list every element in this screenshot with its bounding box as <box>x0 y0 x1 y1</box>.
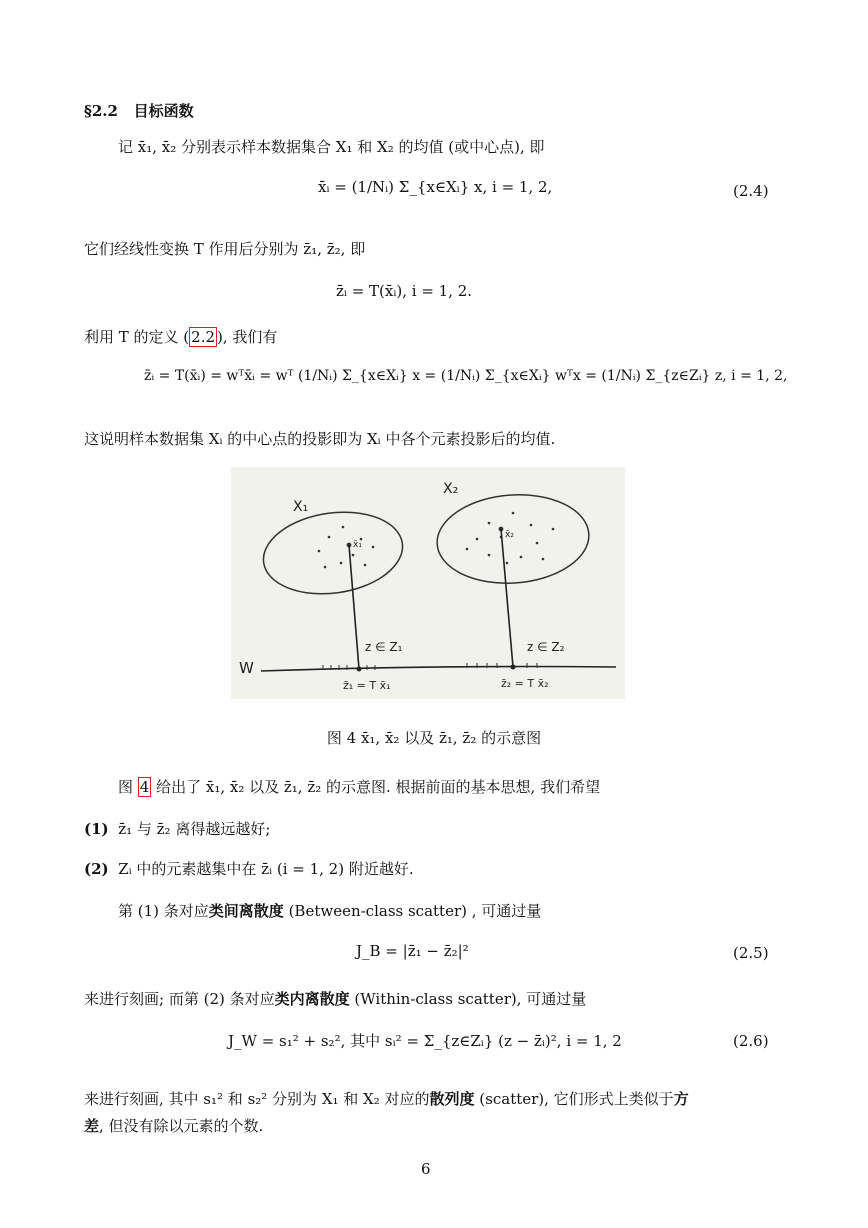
paragraph-8-before: 来进行刻画, 其中 s₁² 和 s₂² 分别为 X₁ 和 X₂ 对应的 <box>84 1090 430 1108</box>
list-item-1-number: (1) <box>84 820 109 838</box>
paragraph-3-after: ), 我们有 <box>217 328 278 346</box>
paragraph-5-before: 图 <box>118 778 138 796</box>
paragraph-6-after: (Between-class scatter) , 可通过量 <box>283 902 542 920</box>
figure-photo <box>231 467 625 699</box>
equation-2-5: J_B = |z̄₁ − z̄₂|² <box>356 942 469 960</box>
list-item-2-text: Zᵢ 中的元素越集中在 z̄ᵢ (i = 1, 2) 附近越好. <box>118 860 414 878</box>
paragraph-8-after: (scatter), 它们形式上类似于 <box>474 1090 674 1108</box>
figure-sketch <box>231 467 625 699</box>
figure-caption: 图 4 x̄₁, x̄₂ 以及 z̄₁, z̄₂ 的示意图 <box>326 729 542 747</box>
equation-zi: z̄ᵢ = T(x̄ᵢ), i = 1, 2. <box>336 282 473 300</box>
paragraph-2: 它们经线性变换 T 作用后分别为 z̄₁, z̄₂, 即 <box>84 240 366 258</box>
paragraph-3 <box>84 326 277 347</box>
term-scatter: 散列度 <box>429 1090 475 1108</box>
label-x2: X₂ <box>443 481 459 497</box>
equation-number-2-4: (2.4) <box>733 182 769 200</box>
list-item-2-number: (2) <box>84 860 109 878</box>
equation-number-2-5: (2.5) <box>733 944 769 962</box>
paragraph-6 <box>118 900 541 921</box>
term-within-class: 类内离散度 <box>274 990 350 1008</box>
equation-number-2-6: (2.6) <box>733 1032 769 1050</box>
page-number: 6 <box>421 1160 431 1178</box>
section-number: §2.2 <box>84 102 118 120</box>
equation-long: z̄ᵢ = T(x̄ᵢ) = wᵀx̄ᵢ = wᵀ (1/Nᵢ) Σ_{x∈Xᵢ} x = (1/Nᵢ) Σ_{x∈Xᵢ} wᵀx = (1/Nᵢ) Σ_{z∈Zᵢ} z, i = 1, 2, <box>144 368 788 384</box>
label-z2: z ∈ Z₂ <box>527 640 565 654</box>
paragraph-8-line-2 <box>84 1115 263 1136</box>
label-z1: z ∈ Z₁ <box>365 640 403 654</box>
equation-2-4: x̄ᵢ = (1/Nᵢ) Σ_{x∈Xᵢ} x, i = 1, 2, <box>318 178 553 196</box>
paragraph-8-line-1 <box>84 1088 689 1109</box>
paragraph-7-before: 来进行刻画; 而第 (2) 条对应 <box>84 990 275 1008</box>
section-heading <box>84 100 194 121</box>
figure-ref-link[interactable]: 4 <box>139 778 150 796</box>
paragraph-8-end: , 但没有除以元素的个数. <box>99 1117 264 1135</box>
paragraph-3-text: 利用 T 的定义 ( <box>84 328 190 346</box>
list-item-2 <box>84 858 414 879</box>
label-xbar1: x̄₁ <box>353 540 362 550</box>
label-t1: z̄₁ = T x̄₁ <box>343 679 391 692</box>
section-title: 目标函数 <box>133 102 194 120</box>
paragraph-6-before: 第 (1) 条对应 <box>118 902 209 920</box>
paragraph-7-after: (Within-class scatter), 可通过量 <box>349 990 587 1008</box>
label-w: W <box>239 659 254 677</box>
label-xbar2: x̄₂ <box>505 530 514 540</box>
label-x1: X₁ <box>293 499 309 515</box>
equation-2-6: J_W = s₁² + s₂², 其中 sᵢ² = Σ_{z∈Zᵢ} (z − z̄ᵢ)², i = 1, 2 <box>228 1032 622 1050</box>
label-t2: z̄₂ = T x̄₂ <box>501 677 549 690</box>
term-variance-part-1: 方 <box>673 1090 689 1108</box>
term-between-class: 类间离散度 <box>208 902 284 920</box>
paragraph-5-after: 给出了 x̄₁, x̄₂ 以及 z̄₁, z̄₂ 的示意图. 根据前面的基本思想, 我们希望 <box>151 778 601 796</box>
list-item-1 <box>84 818 270 839</box>
list-item-1-text: z̄₁ 与 z̄₂ 离得越远越好; <box>118 820 271 838</box>
paragraph-5 <box>118 776 600 797</box>
term-variance-part-2: 差 <box>84 1117 100 1135</box>
paragraph-1: 记 x̄₁, x̄₂ 分别表示样本数据集合 X₁ 和 X₂ 的均值 (或中心点), 即 <box>118 138 545 156</box>
equation-ref-link[interactable]: 2.2 <box>191 328 216 346</box>
paragraph-7 <box>84 988 586 1009</box>
paragraph-4: 这说明样本数据集 Xᵢ 的中心点的投影即为 Xᵢ 中各个元素投影后的均值. <box>84 430 556 448</box>
